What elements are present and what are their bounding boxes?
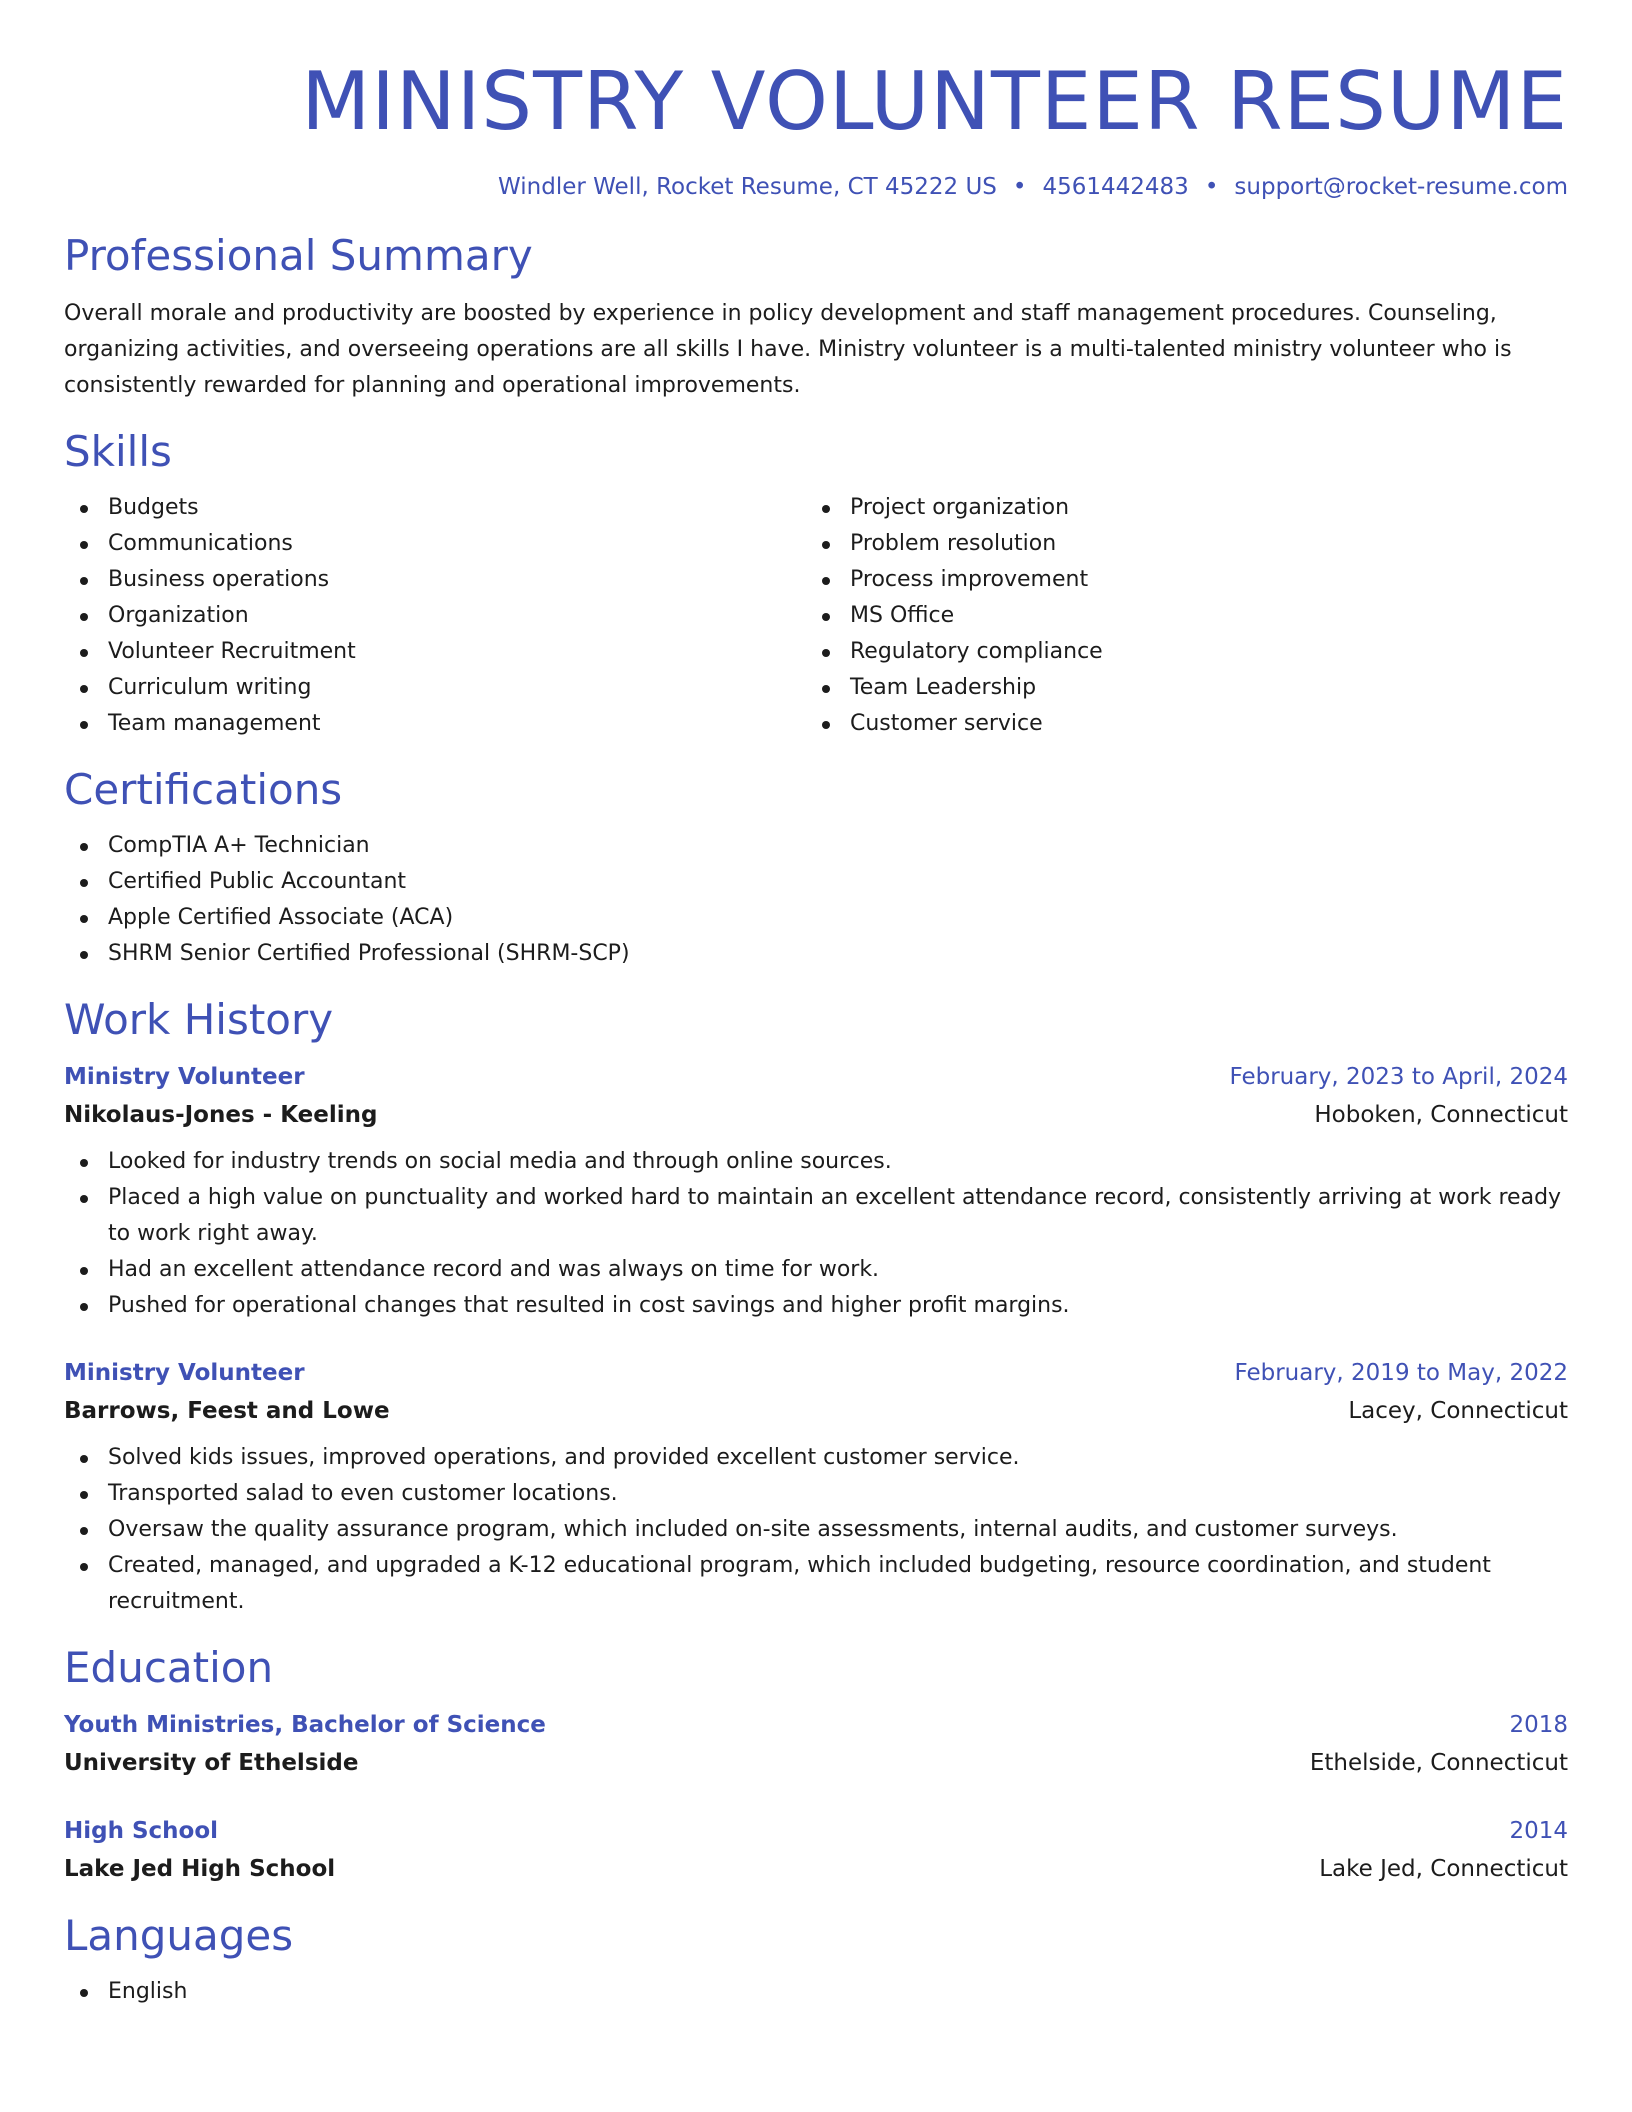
education-degree: Youth Ministries, Bachelor of Science — [64, 1712, 546, 1738]
certification-item: SHRM Senior Certified Professional (SHRM-SCP) — [64, 936, 1568, 972]
summary-heading: Professional Summary — [64, 231, 533, 280]
skill-item: Team Leadership — [806, 670, 1548, 706]
job-bullet: Had an excellent attendance record and was always on time for work. — [64, 1252, 1568, 1288]
job-bullets — [64, 1440, 1568, 1620]
certification-item: Apple Certified Associate (ACA) — [64, 900, 1568, 936]
education-location: Lake Jed, Connecticut — [1319, 1856, 1568, 1882]
summary-text: Overall morale and productivity are boosted by experience in policy development and staff management procedures. Counseling, organizing activities, and overseeing operations are all skills I have. Ministry volunteer is a multi-talented ministry volunteer who is consistently rewarded for planning and operational improvements. — [64, 301, 1512, 398]
job-bullet: Looked for industry trends on social media and through online sources. — [64, 1144, 1568, 1180]
education-year: 2018 — [1509, 1712, 1568, 1738]
job-company: Barrows, Feest and Lowe — [64, 1398, 390, 1424]
job-company: Nikolaus-Jones - Keeling — [64, 1102, 378, 1128]
job-bullet: Created, managed, and upgraded a K-12 educational program, which included budgeting, resource coordination, and student recruitment. — [64, 1548, 1568, 1620]
education-school: Lake Jed High School — [64, 1856, 336, 1882]
job-bullet: Solved kids issues, improved operations, and provided excellent customer service. — [64, 1440, 1568, 1476]
education-location: Ethelside, Connecticut — [1309, 1750, 1568, 1776]
certifications-heading: Certifications — [64, 765, 343, 814]
languages-heading: Languages — [64, 1911, 294, 1960]
job-bullet: Placed a high value on punctuality and worked hard to maintain an excellent attendance record, consistently arriving at work ready to work right away. — [64, 1180, 1568, 1252]
work-history-heading: Work History — [64, 995, 334, 1044]
certification-item: CompTIA A+ Technician — [64, 828, 1568, 864]
contact-separator: • — [1012, 174, 1027, 200]
contact-phone[interactable]: 4561442483 — [1042, 174, 1189, 200]
job-bullet: Oversaw the quality assurance program, which included on-site assessments, internal audits, and customer surveys. — [64, 1512, 1568, 1548]
skill-item: Team management — [64, 706, 806, 742]
skills-column-right — [806, 490, 1548, 742]
job-bullet: Transported salad to even customer locations. — [64, 1476, 1568, 1512]
job-entry — [64, 1354, 1568, 1620]
certification-item: Certified Public Accountant — [64, 864, 1568, 900]
skill-item: Communications — [64, 526, 806, 562]
job-role: Ministry Volunteer — [64, 1064, 305, 1090]
contact-email[interactable]: support@rocket-resume.com — [1234, 174, 1568, 200]
education-entry — [64, 1706, 1568, 1782]
education-year: 2014 — [1509, 1818, 1568, 1844]
job-dates: February, 2023 to April, 2024 — [1229, 1064, 1568, 1090]
job-location: Hoboken, Connecticut — [1314, 1102, 1568, 1128]
job-header-row — [64, 1058, 1568, 1096]
skill-item: Regulatory compliance — [806, 634, 1548, 670]
skills-list — [64, 490, 1568, 742]
skills-heading: Skills — [64, 427, 172, 476]
skill-item: Customer service — [806, 706, 1548, 742]
skill-item: Business operations — [64, 562, 806, 598]
skill-item: MS Office — [806, 598, 1548, 634]
skill-item: Problem resolution — [806, 526, 1548, 562]
education-school-row — [64, 1850, 1568, 1888]
job-dates: February, 2019 to May, 2022 — [1234, 1360, 1568, 1386]
job-location: Lacey, Connecticut — [1348, 1398, 1568, 1424]
skill-item: Project organization — [806, 490, 1548, 526]
education-entry — [64, 1812, 1568, 1888]
skill-item: Curriculum writing — [64, 670, 806, 706]
certifications-list — [64, 828, 1568, 972]
skills-column-left — [64, 490, 806, 742]
education-school: University of Ethelside — [64, 1750, 359, 1776]
contact-separator: • — [1204, 174, 1219, 200]
education-header-row — [64, 1706, 1568, 1744]
contact-address: Windler Well, Rocket Resume, CT 45222 US — [498, 174, 997, 200]
job-bullets — [64, 1144, 1568, 1324]
skill-item: Process improvement — [806, 562, 1548, 598]
skill-item: Budgets — [64, 490, 806, 526]
skill-item: Volunteer Recruitment — [64, 634, 806, 670]
education-degree: High School — [64, 1818, 219, 1844]
contact-line — [64, 172, 1568, 202]
resume-page — [64, 0, 1568, 2010]
job-company-row — [64, 1096, 1568, 1134]
education-heading: Education — [64, 1643, 274, 1692]
job-role: Ministry Volunteer — [64, 1360, 305, 1386]
job-bullet: Pushed for operational changes that resulted in cost savings and higher profit margins. — [64, 1288, 1568, 1324]
education-school-row — [64, 1744, 1568, 1782]
job-entry — [64, 1058, 1568, 1324]
languages-list — [64, 1974, 1568, 2010]
job-header-row — [64, 1354, 1568, 1392]
language-item: English — [64, 1974, 1568, 2010]
education-header-row — [64, 1812, 1568, 1850]
resume-title: MINISTRY VOLUNTEER RESUME — [301, 55, 1568, 148]
skill-item: Organization — [64, 598, 806, 634]
job-company-row — [64, 1392, 1568, 1430]
